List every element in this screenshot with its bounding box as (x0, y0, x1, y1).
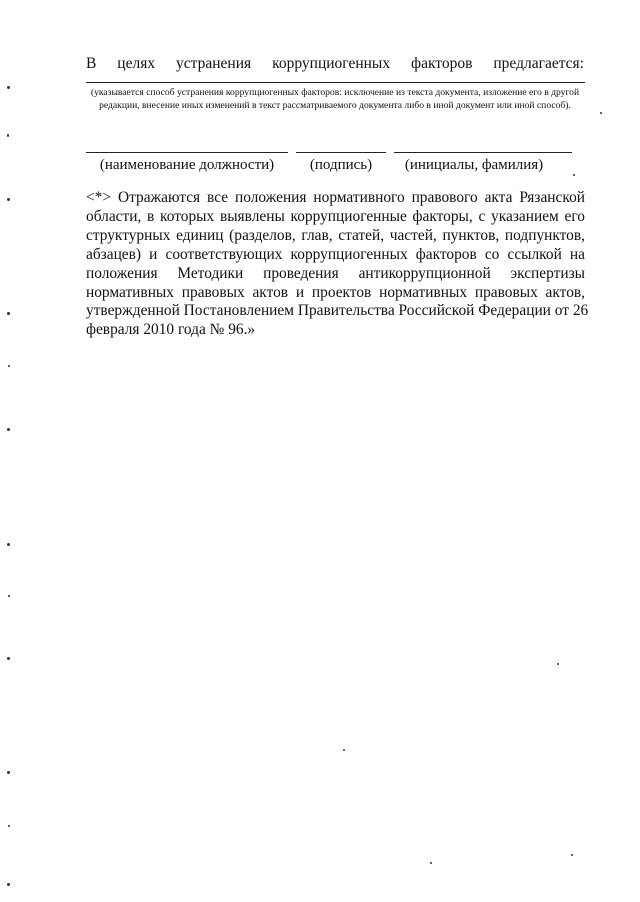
footnote-line: утвержденной Постановлением Правительства Российской Федерации от 26 (86, 302, 589, 320)
scan-speck (7, 883, 10, 886)
proposal-blank-line (86, 82, 585, 83)
footnote-line: положения Методики проведения антикоррупционной экспертизы (86, 264, 585, 282)
scan-speck (8, 825, 10, 827)
position-caption: (наименование должности) (99, 157, 275, 173)
scan-speck (7, 657, 10, 660)
scan-speck (7, 428, 10, 431)
scan-speck (573, 174, 575, 176)
intro-sentence: В целях устранения коррупциогенных факторов предлагается: (86, 55, 584, 72)
scan-speck (7, 543, 10, 546)
name-blank-line (394, 152, 572, 153)
scan-speck (7, 771, 10, 774)
scan-speck (7, 312, 10, 315)
signature-caption: (подпись) (309, 157, 373, 173)
footnote-line: структурных единиц (разделов, глав, статей, частей, пунктов, подпунктов, (86, 226, 585, 244)
footnote-paragraph (86, 189, 589, 340)
scan-speck (571, 854, 573, 856)
scan-speck (7, 134, 9, 137)
method-hint-note: (указывается способ устранения коррупциогенных факторов: исключение из текста документа, изложение его в другой редакции, внесение иных изменений в текст рассматриваемого документа либо в иной документ или иной способ). (90, 87, 580, 111)
scan-speck (8, 365, 10, 367)
scan-speck (7, 198, 10, 201)
scan-speck (600, 112, 602, 114)
footnote-line: абзацев) и соответствующих коррупциогенных факторов со ссылкой на (86, 245, 585, 263)
scan-speck (7, 86, 10, 89)
scan-speck (8, 595, 10, 597)
footnote-line: февраля 2010 года № 96.» (86, 321, 256, 339)
name-caption: (инициалы, фамилия) (404, 157, 544, 173)
signature-blank-line (296, 152, 386, 153)
scan-speck (430, 862, 432, 864)
footnote-line: области, в которых выявлены коррупциогенные факторы, с указанием его (86, 207, 585, 225)
scan-speck (557, 663, 559, 665)
scan-speck (343, 749, 345, 751)
footnote-line: нормативных правовых актов и проектов нормативных правовых актов, (86, 283, 585, 301)
position-blank-line (86, 152, 288, 153)
footnote-line: <*> Отражаются все положения нормативного правового акта Рязанской (86, 189, 585, 206)
